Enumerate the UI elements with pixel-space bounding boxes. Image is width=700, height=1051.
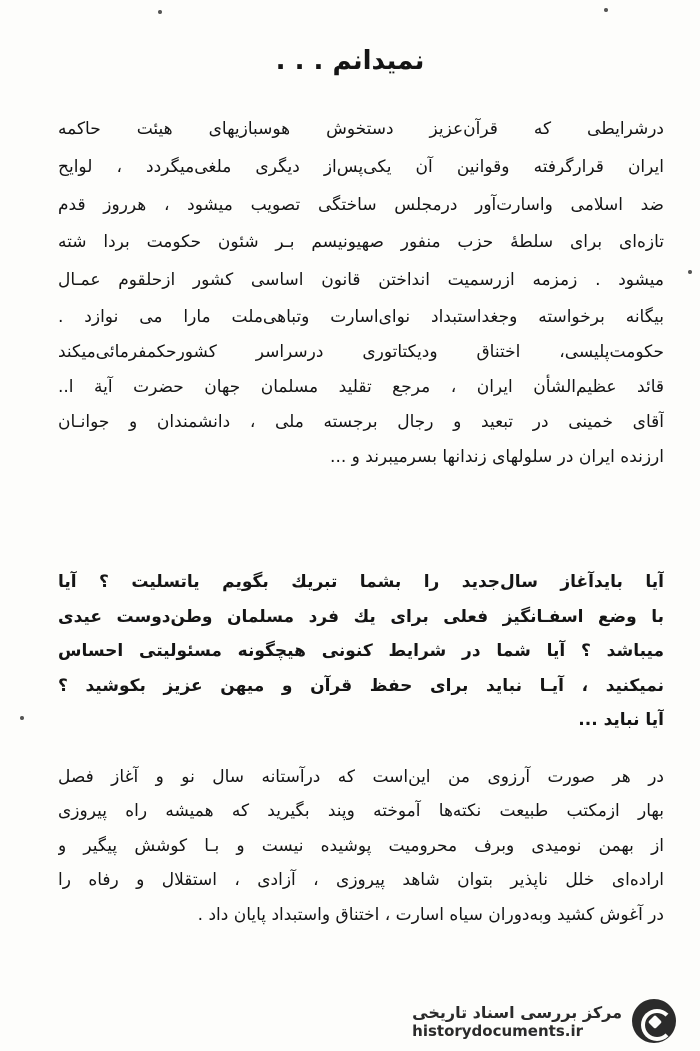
paragraph-line: نمیکنید ، آیـا نباید برای حفظ قرآن و میهن عزیز بکوشید ؟ [58, 675, 664, 696]
paragraph-line: اراده‌ای خلل ناپذیر بتوان شاهد پیروزی ، آزادی ، استقلال و رفاه را [58, 870, 664, 891]
document-title: نمیدانم . . . [275, 46, 425, 76]
paragraph-line: بهار ازمکتب طبیعت نکته‌ها آموخته وپند بگیرید که همیشه راه پیروزی [58, 801, 664, 822]
paragraph-line: آیا نباید ... [578, 710, 664, 731]
scan-speck [604, 8, 608, 12]
paragraph-line: حکومت‌پلیسی، اختناق ودیکتاتوری درسراسر کشورحکمفرمائی‌میکند [58, 341, 664, 362]
paragraph-line: ایران قرارگرفته وقوانین آن یکی‌پس‌از دیگری ملغی‌میگردد ، لوایح [58, 156, 664, 177]
paragraph-line: ارزنده ایران در سلولهای زندانها بسرمیبرند و ... [330, 446, 664, 467]
paragraph-line: تازه‌ای برای سلطهٔ حزب منفور صهیونیسم بـر شئون حکومت بردا شته [58, 232, 664, 253]
paragraph-line: با وضع اسفـانگیز فعلی برای یك فرد مسلمان وطن‌دوست عیدی [58, 606, 664, 627]
paragraph-line: در هر صورت آرزوی من این‌است که درآستانه سال نو و آغاز فصل [58, 767, 664, 787]
paragraph-line: میباشد ؟ آیا شما در شرایط کنونی هیچگونه مسئولیتی احساس [58, 641, 664, 662]
scan-speck [158, 10, 162, 14]
paragraph-line: ضد اسلامی واسارت‌آور درمجلس ساختگی تصویب میشود ، هرروز قدم [58, 194, 664, 215]
paragraph-line: قائد عظیم‌الشأن ایران ، مرجع تقلید مسلمان جهان حضرت آیة ا.. [58, 376, 664, 397]
paragraph-line: در آغوش کشید وبه‌دوران سیاه اسارت ، اختناق واستبداد پایان داد . [197, 904, 664, 925]
scan-speck [20, 716, 24, 720]
paragraph-line: آقای خمینی در تبعید و رجال برجسته ملی ، دانشمندان و جوانـان [58, 411, 664, 432]
paragraph-line: از بهمن نومیدی وبرف محرومیت پوشیده نیست و بـا کوشش پیگیر و [58, 835, 664, 856]
watermark-text [412, 1003, 622, 1040]
paragraph-2 [58, 565, 664, 738]
watermark-title: مرکز بررسی اسناد تاریخی [412, 1002, 622, 1022]
paragraph-line: درشرایطی که قرآن‌عزیز دستخوش هوسبازیهای هیئت حاکمه [58, 119, 664, 139]
scan-speck [688, 270, 692, 274]
paragraph-1 [58, 111, 664, 475]
paragraph-3 [58, 760, 664, 932]
paragraph-line: آیا بایدآغاز سال‌جدید را بشما تبریك بگویم یاتسلیت ؟ آیا [58, 572, 664, 592]
archive-logo-icon [632, 999, 676, 1043]
paragraph-line: میشود . زمزمه ازرسمیت انداختن قانون اساسی کشور ازحلقوم عمـال [58, 270, 664, 291]
watermark-footer [412, 999, 676, 1043]
watermark-url[interactable]: historydocuments.ir [412, 1021, 583, 1040]
paragraph-line: بیگانه برخواسته وجغداستبداد نوای‌اسارت وتباهی‌ملت مارا می نوازد . [58, 306, 664, 327]
